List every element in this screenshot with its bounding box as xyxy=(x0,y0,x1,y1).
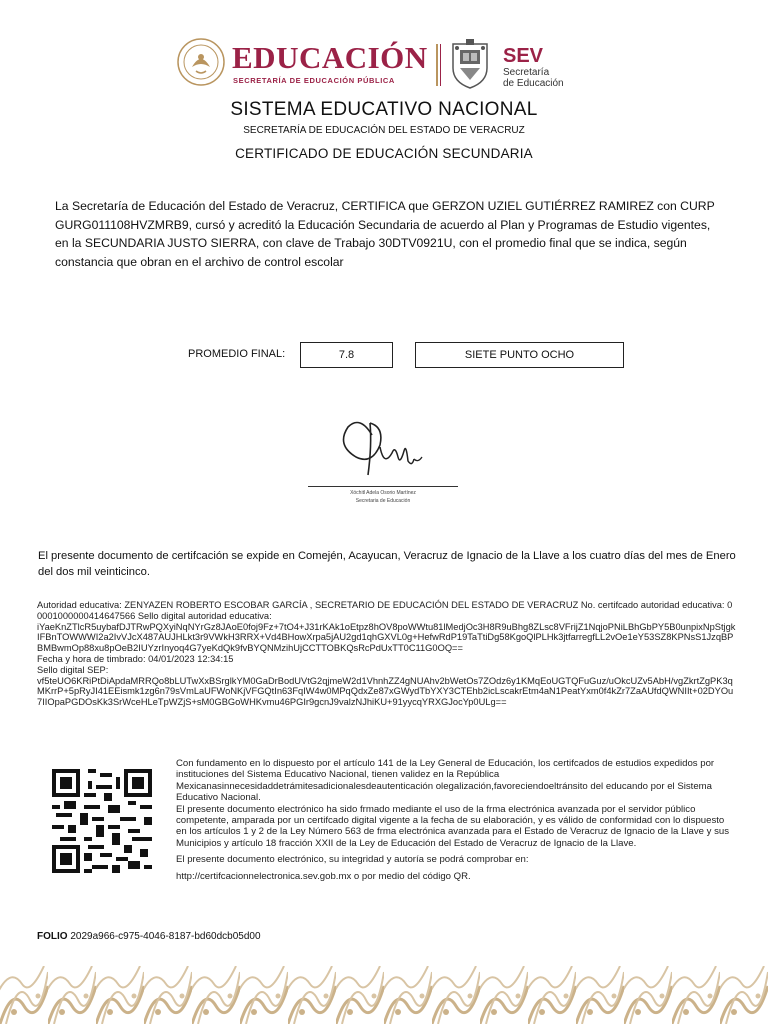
authority-line: Autoridad educativa: ZENYAZEN ROBERTO ESCOBAR GARCÍA , SECRETARIO DE EDUCACIÓN DEL ESTADO DE VERACRUZ No. certifcado autoridad educativa: 00001000000414647566 Sello digital autoridad educativa: xyxy=(37,600,733,621)
veracruz-shield-icon xyxy=(447,38,493,90)
national-seal-icon xyxy=(176,37,226,87)
final-average-words: SIETE PUNTO OCHO xyxy=(415,342,624,368)
sev-logo-subtitle-1: Secretaría xyxy=(503,67,550,78)
legal-paragraph-verify: El presente documento electrónico, su integridad y autoría se podrá comprobar en: xyxy=(176,854,529,866)
education-logo-title: EDUCACIÓN xyxy=(232,40,428,75)
signer-name: Xóchitl Adela Osorio Martínez xyxy=(350,490,416,496)
qr-code-icon xyxy=(52,769,152,873)
folio-label: FOLIO xyxy=(37,931,68,942)
verification-link[interactable]: http://certifcacionnelectronica.sev.gob.mx o por medio del código QR. xyxy=(176,870,471,882)
certificate-title: CERTIFICADO DE EDUCACIÓN SECUNDARIA xyxy=(235,146,533,161)
folio-value: 2029a966-c975-4046-8187-bd60dcb05d00 xyxy=(70,931,261,942)
stamp-date: Fecha y hora de timbrado: 04/01/2023 12:34:15 xyxy=(37,653,234,664)
signer-role: Secretaria de Educación xyxy=(355,498,411,504)
issued-statement: El presente documento de certifcación se expide en Comején, Acayucan, Veracruz de Ignacio de la Llave a los cuatro días del mes de Enero del dos mil veinticinco. xyxy=(38,550,736,578)
system-title: SISTEMA EDUCATIVO NACIONAL xyxy=(230,99,538,120)
folio xyxy=(37,931,261,942)
decorative-border xyxy=(0,966,768,1024)
education-logo-subtitle: SECRETARÍA DE EDUCACIÓN PÚBLICA xyxy=(233,76,395,85)
sev-logo-subtitle-2: de Educación xyxy=(503,78,564,89)
certification-paragraph: La Secretaría de Educación del Estado de Veracruz, CERTIFICA que GERZON UZIEL GUTIÉRREZ RAMIREZ con CURP GURG011108HVZMRB9, cursó y acreditó la Educación Secundaria de acuerdo al Plan y Programas de Estudio vigentes, en la SECUNDARIA JUSTO SIERRA, con clave de Trabajo 30DTV0921U, con el promedio final que se indica, según constancia que obran en el archivo de control escolar xyxy=(55,199,715,269)
signature-icon xyxy=(300,405,470,495)
final-average-number: 7.8 xyxy=(300,342,393,368)
legal-paragraph-validity: Con fundamento en lo dispuesto por el artículo 141 de la Ley General de Educación, los certifcados de estudios expedidos por instituciones del Sistema Educativo Nacional, tienen validez en la República Mexicanasinnecesidaddetrámitesadicionalesdeautenticación olegalización,favoreciendoeltránsito del educando por el Sistema Educativo Nacional. xyxy=(176,758,715,804)
final-average-label: PROMEDIO FINAL: xyxy=(188,348,286,360)
sep-seal-label: Sello digital SEP: xyxy=(37,664,109,675)
sev-logo-title: SEV xyxy=(503,45,544,67)
signature-line xyxy=(308,486,458,487)
authority-seal: iYaeKnZTlcR5uybafDJTRwPQXyiNqNYrGz8JAoE0foj9Fz+7tO4+J31rKAk1oEtpz8hOV8poWWtu81lMedjOc3H8R9uBhg8ZLsc8VFrijZ1NqjoPNiLBhGbPY5B0unpixNpStjgkIFBnTOWWWI2a2IvVJcX487AUJHLkt3r9VWkH3RRX+Vd4BHowXrpa5jAU2gd1qhGXVL0g+HefwRdP19TaTtiDg58KgoQlPLHk3jtfarregfLL2vOe1eY53SZ8KPNsS1JzqBPBMBwmOp88xu8pOeB2IUYzrInyoq4G7yeKdQk9fvBYQNMzihUjCCTTOBKQsRcPdUxTT0C11G0OQ== xyxy=(37,621,736,654)
logo-divider xyxy=(436,44,438,86)
secretary-title: SECRETARÍA DE EDUCACIÓN DEL ESTADO DE VERACRUZ xyxy=(243,125,525,136)
logo-divider-inner xyxy=(440,44,441,86)
legal-paragraph-signature: El presente documento electrónico ha sido frmado mediante el uso de la frma electrónica avanzada por el servidor público competente, amparada por un certifcado digital vigente a la fecha de su elaboración, y es válido de conformidad con lo dispuesto en los artículos 1 y 2 de la Ley Número 563 de frma electrónica avanzada para el Estado de Veracruz de Ignacio de la Llave y sus Municipios y artículo 18 fracción XXII de la Ley de Educación del Estado de Veracruz de Ignacio de la Llave. xyxy=(176,803,730,849)
sep-seal: vf5teUO6KRiPtDiApdaMRRQo8bLUTwXxBSrglkYM0GaDrBodUVtG2qjmeW2d1VhnhZZ4gNUAhv2bWetOs7ZOdz6y1KMqEoUGTQFuGuz/uOkcUZv5AbH/vgZkrtZgPK3qMKrrP+5pRyJI41EEismk1zg6n79sVmLaUFWoNKjVFGQtIn63FqIW4w0MPqQdxZe87xGWydTbYXY3CTEhb2icLscakrEtm4aN1PeatYxm0f4kZr7ZaAUfdQWNIIt+02DYOu7IIOpaPGDOsKk3SrWceHLeTpWZjS+sM0GBGoWHKvmu46PGIr9gcnJ9valzNJhiKU+91yycqYRXGJocYp0ULg== xyxy=(37,675,734,708)
digital-seals-block xyxy=(37,600,737,708)
legal-notice xyxy=(176,758,736,882)
